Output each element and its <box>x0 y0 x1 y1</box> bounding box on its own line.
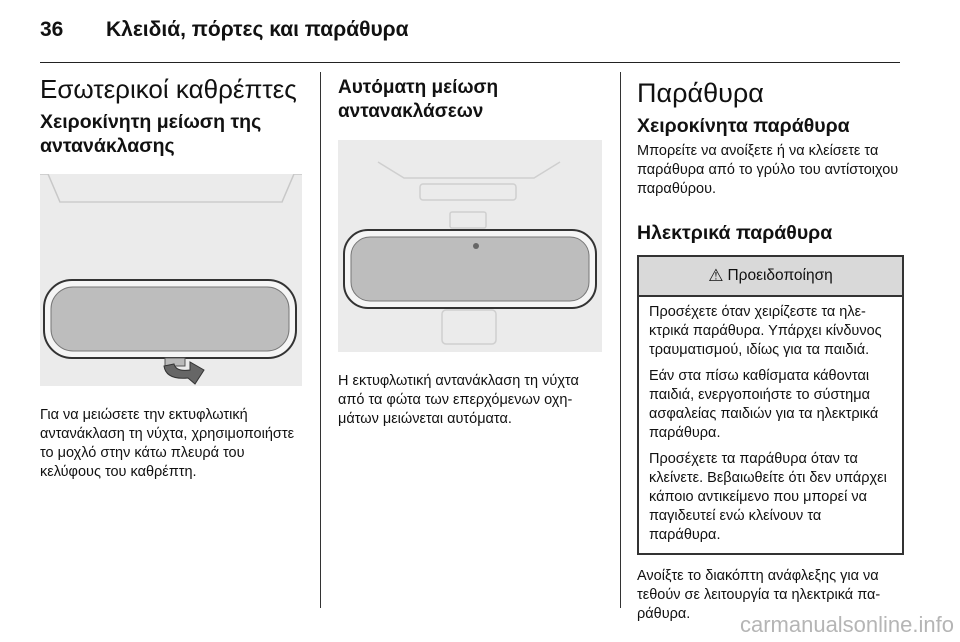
automatic-mirror-drawing <box>338 140 602 352</box>
manual-windows-text: Μπορείτε να ανοίξετε ή να κλείσετε τα παράθυρα από το γρύλο του αντίστοιχου παραθύρου. <box>637 143 899 197</box>
warning-triangle-icon: ⚠ <box>708 266 724 285</box>
power-windows-text: Ανοίξτε το διακόπτη ανάφλεξης για να τεθούν σε λειτουργία τα ηλεκτρικά παράθυρα. <box>637 568 881 622</box>
page-number: 36 <box>40 18 64 41</box>
page-header <box>40 18 409 48</box>
manual-dimming-instructions: Για να μειώσετε την εκτυφλωτική αντανάκλαση τη νύχτα, χρησιμοποιήστε το μοχλό στην κάτω πλευρά του κελύφους του καθρέπτη. <box>40 407 295 480</box>
chapter-title: Κλειδιά, πόρτες και παράθυρα <box>106 18 409 41</box>
section-heading-interior-mirrors: Εσωτερικοί καθρέπτες <box>40 74 297 104</box>
subheading-manual-dimming: Χειροκίνητη μείωση της αντανάκλασης <box>40 111 262 157</box>
manual-mirror-drawing <box>40 174 302 386</box>
subheading-power-windows: Ηλεκτρικά παράθυρα <box>637 222 833 244</box>
column-divider-right <box>620 72 621 608</box>
warning-paragraph: Προσέχετε τα παράθυρα όταν τα κλείνετε. Βεβαιωθείτε ότι δεν υπάρχει κάποιο αντικείμενο που μπορεί να παγιδευτεί ενώ κλείνουν τα παράθυρα. <box>649 451 887 543</box>
warning-body <box>639 297 902 553</box>
warning-paragraph: Προσέχετε όταν χειρίζεστε τα ηλεκτρικά παράθυρα. Υπάρχει κίνδυνος τραυματισμού, ιδίως για τα παιδιά. <box>649 304 882 358</box>
warning-header <box>639 257 902 297</box>
warning-box <box>637 255 904 555</box>
column-windows <box>637 64 902 624</box>
watermark: carmanualsonline.info <box>739 612 954 637</box>
automatic-mirror-illustration <box>338 140 602 352</box>
header-rule <box>40 62 900 63</box>
subheading-manual-windows: Χειροκίνητα παράθυρα <box>637 115 850 137</box>
column-manual-dimming <box>40 64 302 482</box>
warning-paragraph: Εάν στα πίσω καθίσματα κάθονται παιδιά, ενεργοποιήστε το σύστημα ασφαλείας παιδιών για τα ηλεκτρικά παράθυρα. <box>649 368 879 441</box>
column-divider-left <box>320 72 321 608</box>
subheading-automatic-dimming: Αυτόματη μείωση αντανακλάσεων <box>338 77 499 122</box>
warning-title: Προειδοποίηση <box>727 267 833 284</box>
automatic-dimming-description: Η εκτυφλωτική αντανάκλαση τη νύχτα από τα φώτα των επερχόμενων οχημάτων μειώνεται αυτόματα. <box>338 373 579 427</box>
column-automatic-dimming <box>338 64 602 429</box>
section-heading-windows: Παράθυρα <box>637 78 764 108</box>
manual-mirror-illustration <box>40 174 302 386</box>
